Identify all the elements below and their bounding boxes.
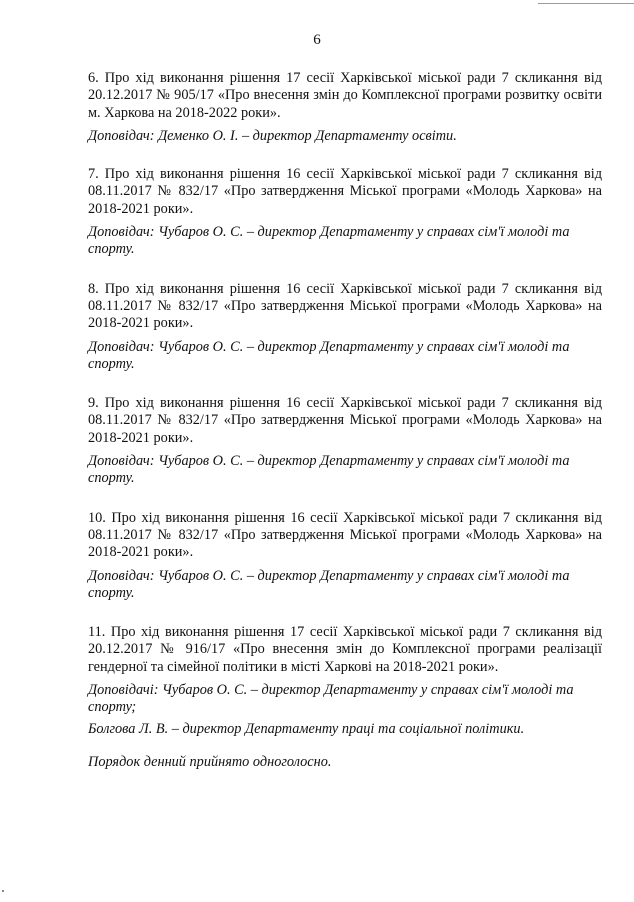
- reporter-line: Доповідачі: Чубаров О. С. – директор Департаменту у справах сім'ї молоді та спорту;: [88, 682, 574, 716]
- agenda-item-8: [88, 281, 602, 373]
- agenda-item-7: [88, 166, 602, 258]
- reporter-line: Доповідач: Чубаров О. С. – директор Департаменту у справах сім'ї молоді та спорту.: [88, 224, 570, 258]
- reporter-line: Болгова Л. В. – директор Департаменту праці та соціальної політики.: [88, 720, 525, 737]
- page-number: 6: [313, 32, 321, 48]
- reporter-line: Доповідач: Чубаров О. С. – директор Департаменту у справах сім'ї молоді та спорту.: [88, 338, 570, 372]
- agenda-item-text: 10. Про хід виконання рішення 16 сесії Харківської міської ради 7 скликання від 08.11.2017 № 832/17 «Про затвердження Міської програми «Молодь Харкова» на 2018-2021 роки».: [88, 509, 602, 561]
- spacer: [88, 373, 602, 395]
- reporter-line: Доповідач: Деменко О. І. – директор Департаменту освіти.: [88, 127, 457, 144]
- spacer: [88, 259, 602, 281]
- agenda-item-text: 8. Про хід виконання рішення 16 сесії Харківської міської ради 7 скликання від 08.11.2017 № 832/17 «Про затвердження Міської програми «Молодь Харкова» на 2018-2021 роки».: [88, 280, 602, 332]
- agenda-item-10: [88, 510, 602, 602]
- spacer: [88, 488, 602, 510]
- document-body: [88, 70, 602, 771]
- agenda-item-text: 6. Про хід виконання рішення 17 сесії Харківської міської ради 7 скликання від 20.12.2017 № 905/17 «Про внесення змін до Комплексної програми розвитку освіти м. Харкова на 2018-2022 роки».: [88, 70, 602, 121]
- agenda-approval-note: Порядок денний прийнято одноголосно.: [88, 753, 332, 770]
- top-edge-rule: [538, 3, 634, 4]
- agenda-item-6: [88, 70, 602, 145]
- spacer: [88, 602, 602, 624]
- reporter-line: Доповідач: Чубаров О. С. – директор Департаменту у справах сім'ї молоді та спорту.: [88, 567, 570, 601]
- agenda-item-11: [88, 624, 602, 738]
- spacer: [88, 145, 602, 166]
- agenda-item-9: [88, 395, 602, 487]
- scan-speck: [2, 890, 4, 892]
- reporter-line: Доповідач: Чубаров О. С. – директор Департаменту у справах сім'ї молоді та спорту.: [88, 453, 570, 487]
- agenda-item-text: 9. Про хід виконання рішення 16 сесії Харківської міської ради 7 скликання від 08.11.2017 № 832/17 «Про затвердження Міської програми «Молодь Харкова» на 2018-2021 роки».: [88, 395, 602, 446]
- agenda-item-text: 11. Про хід виконання рішення 17 сесії Харківської міської ради 7 скликання від 20.12.2017 № 916/17 «Про внесення змін до Комплексної програми реалізації гендерної та сімейної політики в місті Харкові на 2018-2021 роки».: [88, 624, 602, 675]
- agenda-item-text: 7. Про хід виконання рішення 16 сесії Харківської міської ради 7 скликання від 08.11.2017 № 832/17 «Про затвердження Міської програми «Молодь Харкова» на 2018-2021 роки».: [88, 166, 602, 217]
